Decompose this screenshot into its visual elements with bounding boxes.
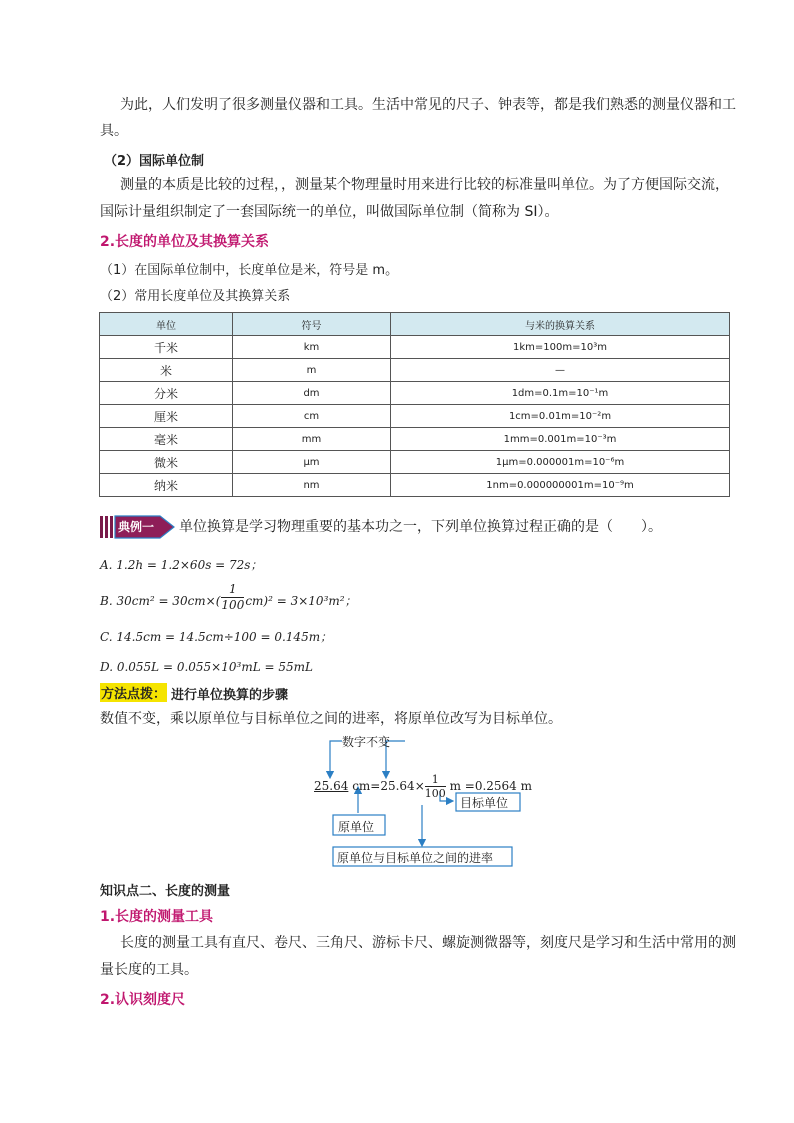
table-header-cell: 单位 <box>100 313 233 336</box>
unit-name-cell: 分米 <box>100 382 233 405</box>
table-row <box>100 359 730 382</box>
table-row <box>100 451 730 474</box>
option-b-prefix: B. 30cm² = 30cm×( <box>100 594 221 608</box>
diagram-expr-c: m =0.2564 m <box>449 779 533 793</box>
intro-line-2: 具。 <box>100 123 128 139</box>
unit-name-cell: 厘米 <box>100 405 233 428</box>
diagram-rate-label: 原单位与目标单位之间的进率 <box>337 851 494 865</box>
table-row <box>100 474 730 497</box>
unit-conversion-cell: 1μm=0.000001m=10⁻⁶m <box>391 451 730 474</box>
diagram-target-label: 目标单位 <box>460 796 509 810</box>
unit-conversion-table <box>99 312 730 497</box>
unit-conversion-cell: 1dm=0.1m=10⁻¹m <box>391 382 730 405</box>
diagram-expr-b: cm=25.64× <box>352 779 425 793</box>
option-b-suffix: cm)² = 3×10³m²； <box>245 594 357 608</box>
diagram-frac-den: 100 <box>424 787 446 800</box>
table-row <box>100 428 730 451</box>
diagram-frac-num: 1 <box>425 773 446 787</box>
unit-symbol-cell: nm <box>233 474 391 497</box>
si-heading: （2）国际单位制 <box>104 154 205 169</box>
table-row <box>100 336 730 359</box>
diagram-expr-a: 25.64 <box>314 779 349 793</box>
example-question: 单位换算是学习物理重要的基本功之一，下列单位换算过程正确的是（ ）。 <box>179 519 662 535</box>
unit-conversion-cell: — <box>391 359 730 382</box>
table-row <box>100 405 730 428</box>
intro-line-1: 为此，人们发明了很多测量仪器和工具。生活中常见的尺子、钟表等，都是我们熟悉的测量仪器和工 <box>120 97 736 113</box>
option-b-denominator: 100 <box>221 598 245 612</box>
method-body: 数值不变，乘以原单位与目标单位之间的进率，将原单位改写为目标单位。 <box>100 711 562 727</box>
unit-conversion-cell: 1nm=0.000000001m=10⁻⁹m <box>391 474 730 497</box>
unit-conversion-cell: 1mm=0.001m=10⁻³m <box>391 428 730 451</box>
diagram-top-label: 数字不变 <box>342 735 391 749</box>
unit-conversion-cell: 1cm=0.01m=10⁻²m <box>391 405 730 428</box>
unit-symbol-cell: μm <box>233 451 391 474</box>
unit-symbol-cell: m <box>233 359 391 382</box>
si-line-2: 国际计量组织制定了一套国际统一的单位，叫做国际单位制（简称为 SI）。 <box>100 204 559 220</box>
table-header-cell: 符号 <box>233 313 391 336</box>
unit-name-cell: 米 <box>100 359 233 382</box>
unit-name-cell: 毫米 <box>100 428 233 451</box>
option-b <box>100 582 357 618</box>
unit-symbol-cell: cm <box>233 405 391 428</box>
method-label: 方法点拨： <box>100 683 167 702</box>
kp2-sub-1: 1.长度的测量工具 <box>100 909 214 925</box>
unit-name-cell: 纳米 <box>100 474 233 497</box>
unit-symbol-cell: mm <box>233 428 391 451</box>
unit-conversion-cell: 1km=100m=10³m <box>391 336 730 359</box>
option-c: C. 14.5cm = 14.5cm÷100 = 0.145m； <box>100 630 333 644</box>
kp2-line-2: 量长度的工具。 <box>100 962 198 978</box>
section-2-item-1: （1）在国际单位制中，长度单位是米，符号是 m。 <box>100 263 399 278</box>
kp2-heading: 知识点二、长度的测量 <box>100 884 231 899</box>
table-header-row <box>100 313 730 336</box>
unit-name-cell: 微米 <box>100 451 233 474</box>
unit-name-cell: 千米 <box>100 336 233 359</box>
method-title: 进行单位换算的步骤 <box>171 688 289 703</box>
option-b-numerator: 1 <box>221 582 244 598</box>
section-2-item-2: （2）常用长度单位及其换算关系 <box>100 289 291 304</box>
option-b-fraction <box>221 582 244 613</box>
kp2-sub-2: 2.认识刻度尺 <box>100 992 186 1008</box>
diagram-origin-label: 原单位 <box>338 820 375 834</box>
unit-symbol-cell: dm <box>233 382 391 405</box>
si-line-1: 测量的本质是比较的过程，，测量某个物理量时用来进行比较的标准量叫单位。为了方便国际交流， <box>120 177 729 193</box>
table-row <box>100 382 730 405</box>
unit-symbol-cell: km <box>233 336 391 359</box>
option-a: A. 1.2h = 1.2×60s = 72s； <box>100 558 263 572</box>
section-2-heading: 2.长度的单位及其换算关系 <box>100 234 270 250</box>
table-header-cell: 与米的换算关系 <box>391 313 730 336</box>
conversion-diagram <box>300 733 540 873</box>
example-tag: 典例一 <box>118 520 155 534</box>
option-d: D. 0.055L = 0.055×10³mL = 55mL <box>100 660 313 674</box>
kp2-line-1: 长度的测量工具有直尺、卷尺、三角尺、游标卡尺、螺旋测微器等，刻度尺是学习和生活中常用的测 <box>120 935 736 951</box>
diagram-fraction <box>425 773 446 800</box>
